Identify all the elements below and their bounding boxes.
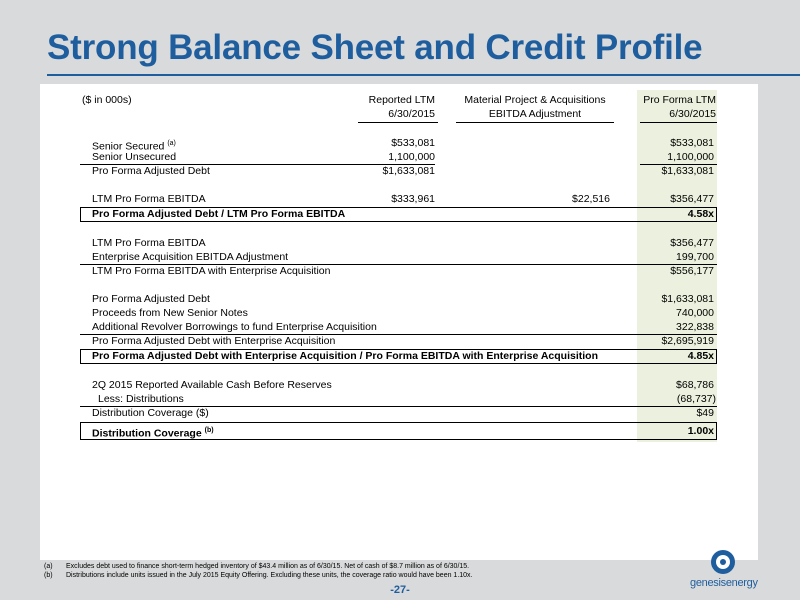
proforma-value: 1.00x [687,425,714,437]
units-label: ($ in 000s) [82,94,132,106]
proforma-value: $533,081 [670,137,714,149]
footnote-mark: (a) [44,563,53,570]
row-label: LTM Pro Forma EBITDA [92,193,206,205]
row-label: Pro Forma Adjusted Debt [92,165,210,177]
page-title: Strong Balance Sheet and Credit Profile [47,28,703,67]
proforma-value: $2,695,919 [661,335,714,347]
proforma-value: 322,838 [676,321,714,333]
row-label: Pro Forma Adjusted Debt with Enterprise Acquisition [92,335,336,347]
row-label: Less: Distributions [98,393,184,405]
row-label: Distribution Coverage $^{(b)}$ [92,427,214,440]
proforma-value: $556,177 [670,265,714,277]
company-logo [690,550,800,596]
reported-header-underline [358,122,438,123]
reported-value: $1,633,081 [382,165,435,177]
row-label: LTM Pro Forma EBITDA [92,237,206,249]
proforma-value: 1,100,000 [667,151,714,163]
reported-header-line1: Reported LTM [368,94,435,106]
reported-value: $533,081 [391,137,435,149]
material-header-line2: EBITDA Adjustment [488,108,582,120]
reported-value: 1,100,000 [388,151,435,163]
proforma-value: 740,000 [676,307,714,319]
row-label: Pro Forma Adjusted Debt / LTM Pro Forma EBITDA [92,208,346,220]
proforma-value: 199,700 [676,251,714,263]
proforma-value: $49 [696,407,714,419]
proforma-header-underline [640,122,717,123]
row-label: Enterprise Acquisition EBITDA Adjustment [92,251,289,263]
row-label: Pro Forma Adjusted Debt with Enterprise Acquisition / Pro Forma EBITDA with Enterprise Acquisition [92,350,598,362]
proforma-header-line1: Pro Forma LTM [643,94,716,106]
row-label: Pro Forma Adjusted Debt [92,293,210,305]
proforma-value: $1,633,081 [661,165,714,177]
footnote-text: Excludes debt used to finance short-term hedged inventory of $43.4 million as of 6/30/15. Net of cash of $8.7 million as of 6/30/15. [66,563,470,570]
proforma-value: (68,737) [676,393,716,405]
row-label: Additional Revolver Borrowings to fund Enterprise Acquisition [92,321,377,333]
row-label: Senior Secured $^{(a)}$ [92,140,176,153]
logo-text: genesisenergy [690,577,758,589]
row-label: Senior Unsecured [92,151,177,163]
reported-value: $333,961 [391,193,435,205]
material-header-line1: Material Project & Acquisitions [464,94,606,106]
proforma-header-line2: 6/30/2015 [669,108,716,120]
material-header-underline [456,122,614,123]
proforma-value: 4.85x [687,350,714,362]
footnote-mark: (b) [44,572,53,579]
material-value: $22,516 [572,193,610,205]
title-divider [47,74,800,76]
proforma-value: $356,477 [670,237,714,249]
row-label: Distribution Coverage ($) [92,407,209,419]
row-label: 2Q 2015 Reported Available Cash Before Reserves [92,379,332,391]
row-label: Proceeds from New Senior Notes [92,307,248,319]
proforma-value: $356,477 [670,193,714,205]
proforma-value: 4.58x [687,208,714,220]
page-number: -27- [390,584,410,596]
footnote-text: Distributions include units issued in the July 2015 Equity Offering. Excluding these units, the coverage ratio would have been 1.10x. [66,572,473,579]
row-label: LTM Pro Forma EBITDA with Enterprise Acquisition [92,265,331,277]
reported-header-line2: 6/30/2015 [388,108,435,120]
proforma-value: $68,786 [676,379,714,391]
proforma-value: $1,633,081 [661,293,714,305]
logo-mark-icon [711,550,735,574]
